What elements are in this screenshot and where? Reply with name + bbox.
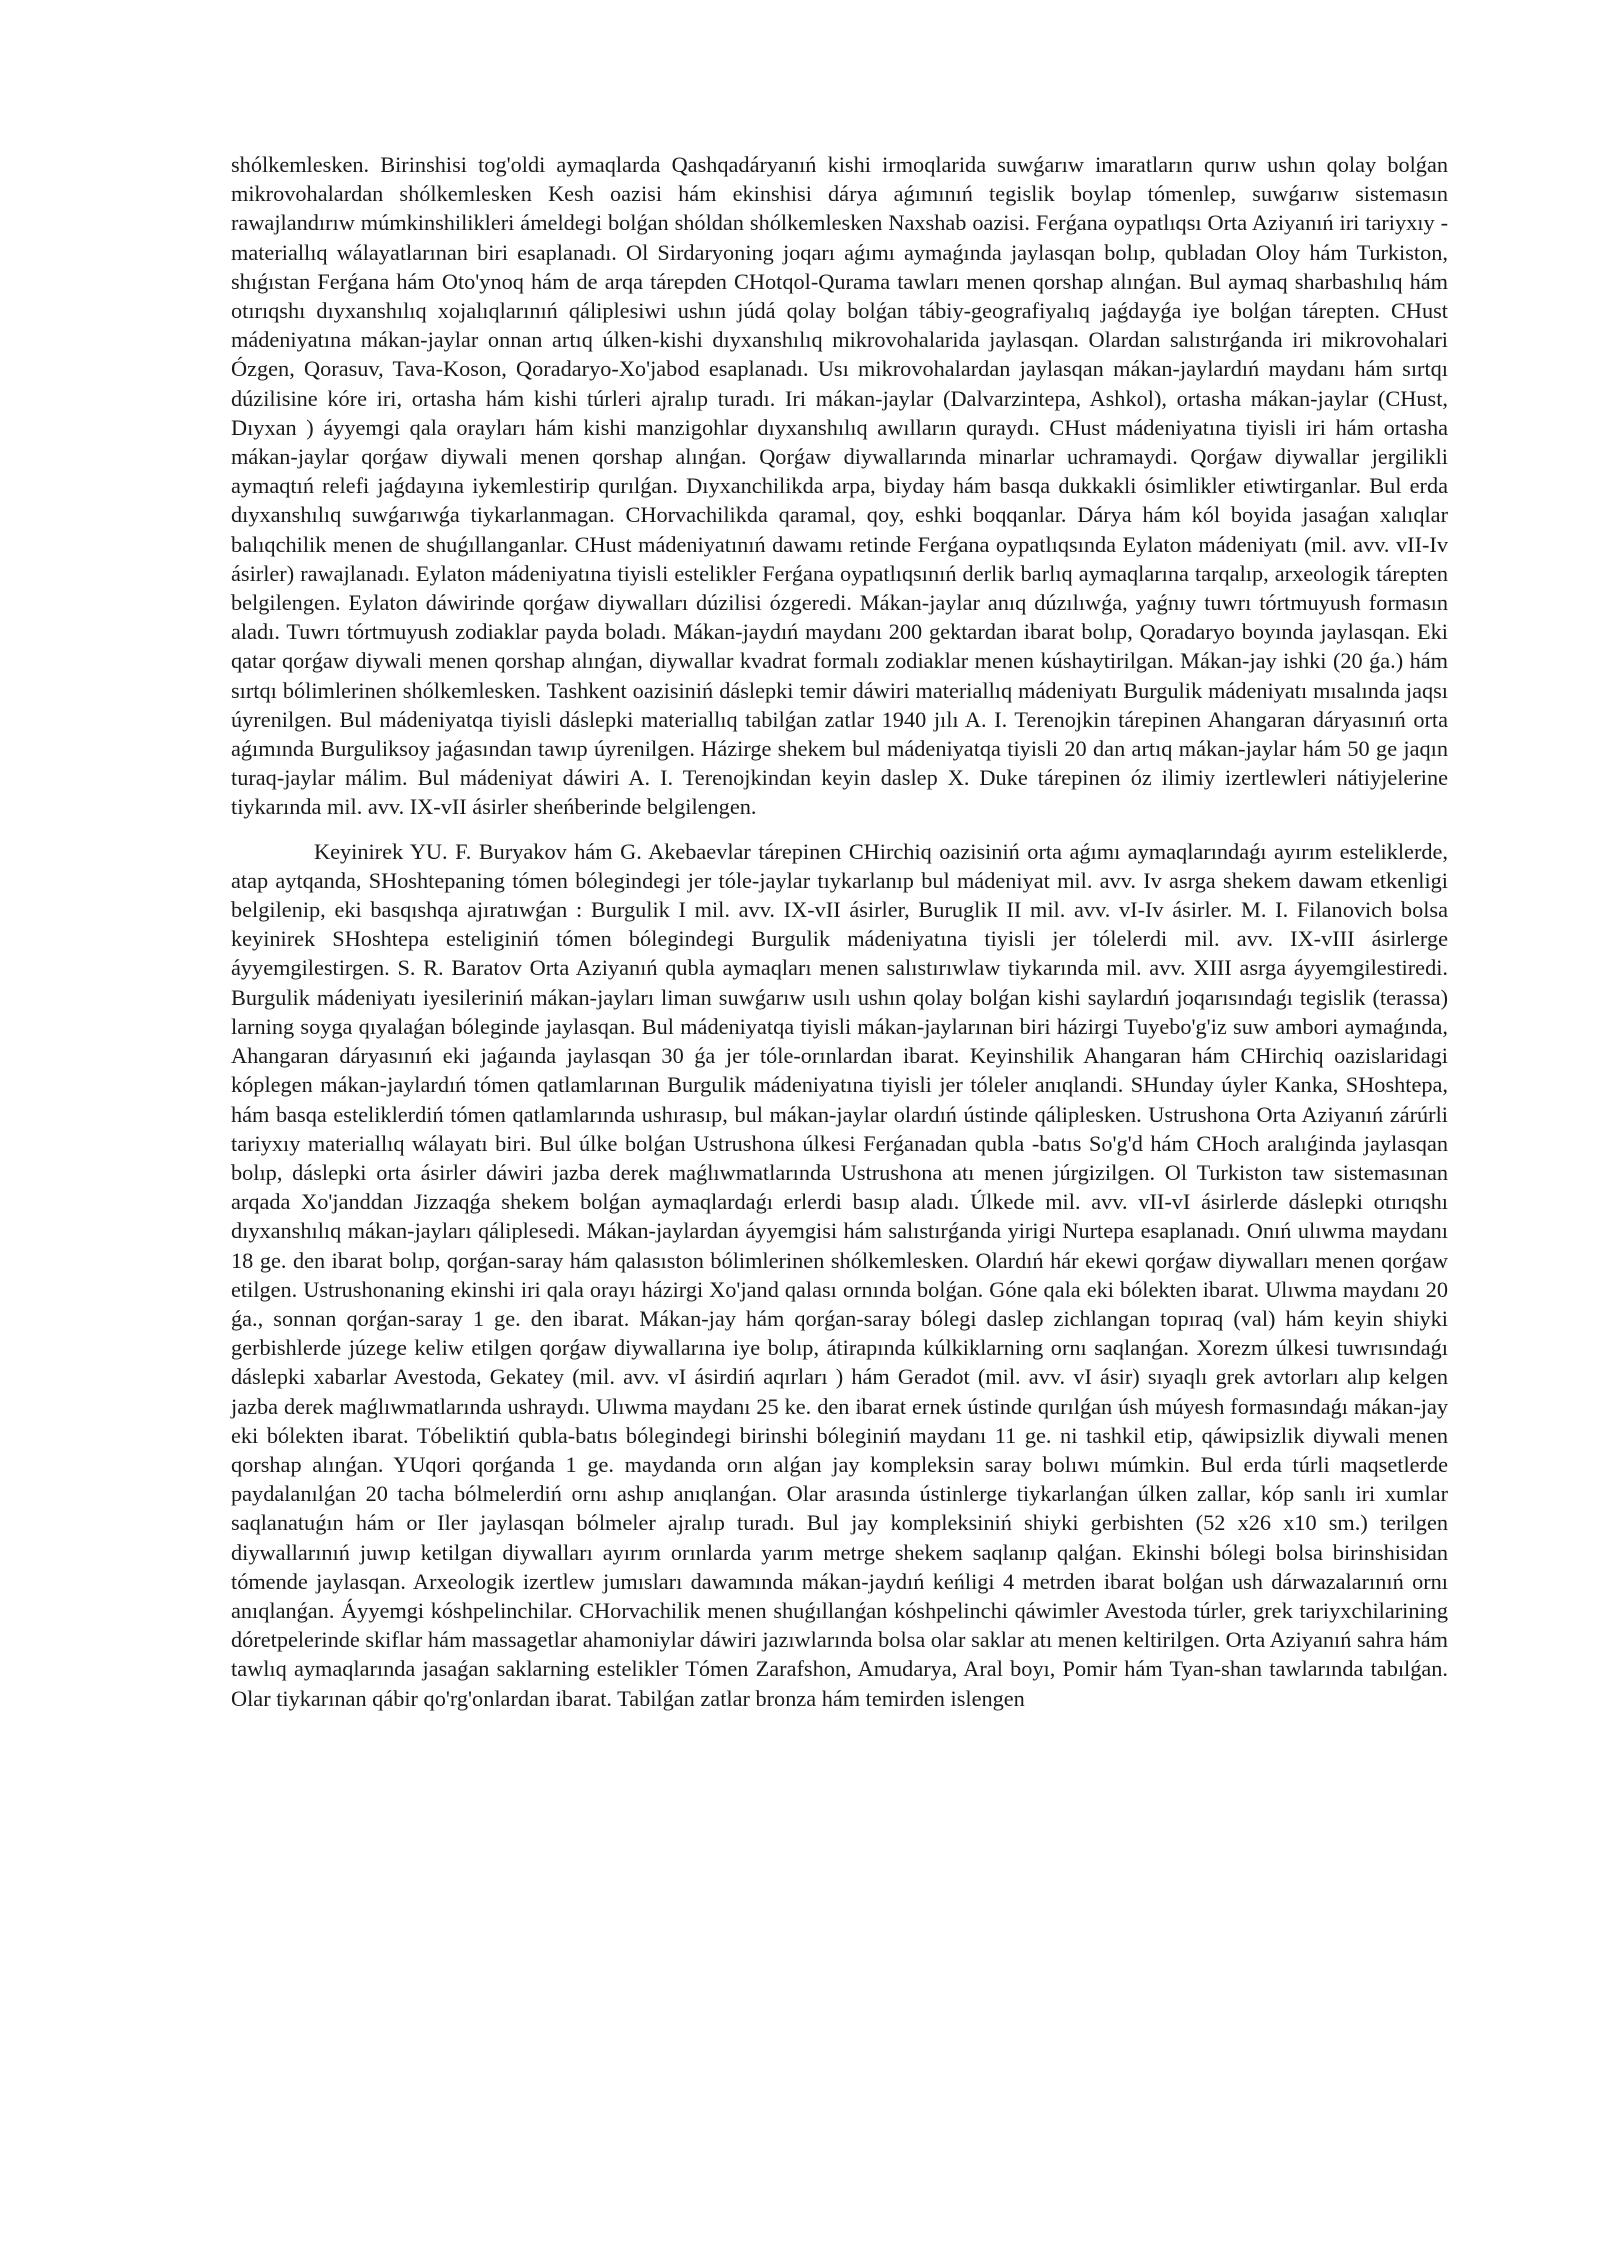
document-page — [231, 150, 1448, 1713]
body-paragraph-2: Keyinirek YU. F. Buryakov hám G. Akebaevlar tárepinen CHirchiq oazisiniń orta aǵımı aymaqlarındaǵı ayırım esteliklerde, atap aytqanda, SHoshtepaning tómen bólegindegi jer tóle-jaylar tıykarlanıp bul mádeniyat mil. avv. Iv asrga shekem dawam etkenligi belgilenip, eki basqıshqa ajıratıwǵan : Burgulik I mil. avv. IX-vII ásirler, Buruglik II mil. avv. vI-Iv ásirler. M. I. Filanovich bolsa keyinirek SHoshtepa esteliginiń tómen bólegindegi Burgulik mádeniyatına tiyisli jer tólelerdi mil. avv. IX-vIII ásirlerge áyyemgilestirgen. S. R. Baratov Orta Aziyanıń qubla aymaqları menen salıstırıwlaw tiykarında mil. avv. XIII asrga áyyemgilestiredi. Burgulik mádeniyatı iyesileriniń mákan-jayları liman suwǵarıw usılı ushın qolay bolǵan kishi saylardıń joqarısındaǵı tegislik (terassa) larning soyga qıyalaǵan bóleginde jaylasqan. Bul mádeniyatqa tiyisli mákan-jaylarınan biri házirgi Tuyebo'g'iz suw ambori aymaǵında, Ahangaran dáryasınıń eki jaǵaında jaylasqan 30 ǵa jer tóle-orınlardan ibarat. Keyinshilik Ahangaran hám CHirchiq oazislaridagi kóplegen mákan-jaylardıń tómen qatlamlarınan Burgulik mádeniyatına tiyisli jer tóleler anıqlandi. SHunday úyler Kanka, SHoshtepa, hám basqa esteliklerdiń tómen qatlamlarında ushırasıp, bul mákan-jaylar olardıń ústinde qáliplesken. Ustrushona Orta Aziyanıń zárúrli tariyxıy materiallıq wálayatı biri. Bul úlke bolǵan Ustrushona úlkesi Ferǵanadan qubla -batıs So'g'd hám CHoch aralıǵinda jaylasqan bolıp, dáslepki orta ásirler dáwiri jazba derek maǵlıwmatlarında Ustrushona atı menen júrgizilgen. Ol Turkiston taw sistemasınan arqada Xo'janddan Jizzaqǵa shekem bolǵan aymaqlardaǵı erlerdi basıp aladı. Úlkede mil. avv. vII-vI ásirlerde dáslepki otırıqshı dıyxanshılıq mákan-jayları qáliplesedi. Mákan-jaylardan áyyemgisi hám salıstırǵanda yirigi Nurtepa esaplanadı. Onıń ulıwma maydanı 18 ge. den ibarat bolıp, qorǵan-saray hám qalasıston bólimlerinen shólkemlesken. Olardıń hár ekewi qorǵaw diywalları menen qorǵaw etilgen. Ustrushonaning ekinshi iri qala orayı házirgi Xo'jand qalası ornında bolǵan. Góne qala eki bólekten ibarat. Ulıwma maydanı 20 ǵa., sonnan qorǵan-saray 1 ge. den ibarat. Mákan-jay hám qorǵan-saray bólegi daslep zichlangan topıraq (val) hám keyin shiyki gerbishlerde júzege keliw etilgen qorǵaw diywallarına iye bolıp, átirapında kúlkiklarning ornı saqlanǵan. Xorezm úlkesi tuwrısındaǵı dáslepki xabarlar Avestoda, Gekatey (mil. avv. vI ásirdiń aqırları ) hám Geradot (mil. avv. vI ásir) sıyaqlı grek avtorları alıp kelgen jazba derek maǵlıwmatlarında ushraydı. Ulıwma maydanı 25 ke. den ibarat ernek ústinde qurılǵan úsh múyesh formasındaǵı mákan-jay eki bólekten ibarat. Tóbeliktiń qubla-batıs bólegindegi birinshi bóleginiń maydanı 11 ge. ni tashkil etip, qáwipsizlik diywali menen qorshap alınǵan. YUqori qorǵanda 1 ge. maydanda orın alǵan jay kompleksin saray bolıwı múmkin. Bul erda túrli maqsetlerde paydalanılǵan 20 tacha bólmelerdiń ornı ashıp anıqlanǵan. Olar arasında ústinlerge tiykarlanǵan úlken zallar, kóp sanlı iri xumlar saqlanatuǵın hám or Iler jaylasqan bólmeler ajralıp turadı. Bul jay kompleksiniń shiyki gerbishten (52 x26 x10 sm.) terilgen diywallarınıń juwıp ketilgan diywalları ayırım orınlarda yarım metrge shekem saqlanıp qalǵan. Ekinshi bólegi bolsa birinshisidan tómende jaylasqan. Arxeologik izertlew jumısları dawamında mákan-jaydıń keńligi 4 metrden ibarat bolǵan ush dárwazalarınıń ornı anıqlanǵan. Áyyemgi kóshpelinchilar. CHorvachilik menen shuǵıllanǵan kóshpelinchi qáwimler Avestoda túrler, grek tariyxchilarining dóretpelerinde skiflar hám massagetlar ahamoniylar dáwiri jazıwlarında bolsa olar saklar atı menen keltirilgen. Orta Aziyanıń sahra hám tawlıq aymaqlarında jasaǵan saklarning estelikler Tómen Zarafshon, Amudarya, Aral boyı, Pomir hám Tyan-shan tawlarında tabılǵan. Olar tiykarınan qábir qo'rg'onlardan ibarat. Tabilǵan zatlar bronza hám temirden islengen — [231, 838, 1448, 1711]
body-paragraph-1: shólkemlesken. Birinshisi tog'oldi aymaqlarda Qashqadáryanıń kishi irmoqlarida suwǵarıw imaratların qurıw ushın qolay bolǵan mikrovohalardan shólkemlesken Kesh oazisi hám ekinshisi dárya aǵımınıń tegislik boylap tómenlep, suwǵarıw sistemasın rawajlandırıw múmkinshilikleri ámeldegi bolǵan shóldan shólkemlesken Naxshab oazisi. Ferǵana oypatlıqsı Orta Aziyanıń iri tariyxıy -materiallıq wálayatlarınan biri esaplanadı. Ol Sirdaryoning joqarı aǵımı aymaǵında jaylasqan bolıp, qubladan Oloy hám Turkiston, shıǵıstan Ferǵana hám Oto'ynoq hám de arqa tárepden CHotqol-Qurama tawları menen qorshap alınǵan. Bul aymaq sharbashılıq hám otırıqshı dıyxanshılıq xojalıqlarınıń qáliplesiwi ushın júdá qolay bolǵan tábiy-geografiyalıq jaǵdayǵa iye bolǵan tárepten. CHust mádeniyatına mákan-jaylar onnan artıq úlken-kishi dıyxanshılıq mikrovohalarida jaylasqan. Olardan salıstırǵanda iri mikrovohalari Ózgen, Qorasuv, Tava-Koson, Qoradaryo-Xo'jabod esaplanadı. Usı mikrovohalardan jaylasqan mákan-jaylardıń maydanı hám sırtqı dúzilisine kóre iri, ortasha hám kishi túrleri ajralıp turadı. Iri mákan-jaylar (Dalvarzintepa, Ashkol), ortasha mákan-jaylar (CHust, Dıyxan ) áyyemgi qala orayları hám kishi manzigohlar dıyxanshılıq awılların quraydı. CHust mádeniyatına tiyisli iri hám ortasha mákan-jaylar qorǵaw diywali menen qorshap alınǵan. Qorǵaw diywallarında minarlar uchramaydi. Qorǵaw diywallar jergilikli aymaqtıń relefi jaǵdayına iykemlestirip qurılǵan. Dıyxanchilikda arpa, biyday hám basqa dukkakli ósimlikler etiwtirganlar. Bul erda dıyxanshılıq suwǵarıwǵa tiykarlanmagan. CHorvachilikda qaramal, qoy, eshki boqqanlar. Dárya hám kól boyida jasaǵan xalıqlar balıqchilik menen de shuǵıllanganlar. CHust mádeniyatınıń dawamı retinde Ferǵana oypatlıqsında Eylaton mádeniyatı (mil. avv. vII-Iv ásirler) rawajlanadı. Eylaton mádeniyatına tiyisli estelikler Ferǵana oypatlıqsınıń derlik barlıq aymaqlarına tarqalıp, arxeologik tárepten belgilengen. Eylaton dáwirinde qorǵaw diywalları dúzilisi ózgeredi. Mákan-jaylar anıq dúzılıwǵa, yaǵnıy tuwrı tórtmuyush formasın aladı. Tuwrı tórtmuyush zodiaklar payda boladı. Mákan-jaydıń maydanı 200 gektardan ibarat bolıp, Qoradaryo boyında jaylasqan. Eki qatar qorǵaw diywali menen qorshap alınǵan, diywallar kvadrat formalı zodiaklar menen kúshaytirilgan. Mákan-jay ishki (20 ǵa.) hám sırtqı bólimlerinen shólkemlesken. Tashkent oazisiniń dáslepki temir dáwiri materiallıq mádeniyatı Burgulik mádeniyatı mısalında jaqsı úyrenilgen. Bul mádeniyatqa tiyisli dáslepki materiallıq tabilǵan zatlar 1940 jılı A. I. Terenojkin tárepinen Ahangaran dáryasınıń orta aǵımında Burguliksoy jaǵasından tawıp úyrenilgen. Házirge shekem bul mádeniyatqa tiyisli 20 dan artıq mákan-jaylar hám 50 ge jaqın turaq-jaylar málim. Bul mádeniyat dáwiri A. I. Terenojkindan keyin daslep X. Duke tárepinen óz ilimiy izertlewleri nátiyjelerine tiykarında mil. avv. IX-vII ásirler sheńberinde belgilengen. — [231, 152, 1448, 820]
